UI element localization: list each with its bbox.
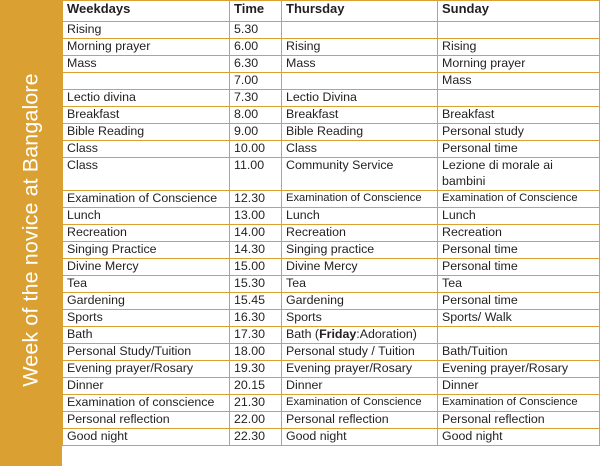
cell-sunday: Tea [438,276,600,293]
cell-time: 15.45 [230,293,282,310]
cell-time: 14.00 [230,225,282,242]
cell-thursday: Rising [282,39,438,56]
cell-thursday: Divine Mercy [282,259,438,276]
cell-weekdays: Examination of conscience [63,395,230,412]
table-row [63,124,600,141]
table-row [63,242,600,259]
cell-weekdays: Breakfast [63,107,230,124]
cell-sunday: Personal study [438,124,600,141]
cell-thursday: Personal study / Tuition [282,344,438,361]
cell-time: 17.30 [230,327,282,344]
cell-sunday: Recreation [438,225,600,242]
cell-thursday [282,22,438,39]
cell-sunday: Breakfast [438,107,600,124]
cell-sunday: Examination of Conscience [438,395,600,412]
cell-thursday: Mass [282,56,438,73]
header-weekdays: Weekdays [63,1,230,22]
cell-weekdays: Divine Mercy [63,259,230,276]
cell-weekdays: Examination of Conscience [63,191,230,208]
cell-time: 15.00 [230,259,282,276]
cell-weekdays: Class [63,158,230,191]
cell-sunday [438,90,600,107]
table-row [63,429,600,446]
cell-time: 15.30 [230,276,282,293]
cell-weekdays: Rising [63,22,230,39]
cell-thursday: Good night [282,429,438,446]
cell-sunday: Examination of Conscience [438,191,600,208]
cell-thursday: Sports [282,310,438,327]
cell-thursday: Gardening [282,293,438,310]
cell-thursday: Breakfast [282,107,438,124]
cell-time: 7.00 [230,73,282,90]
cell-thursday: Singing practice [282,242,438,259]
cell-time: 16.30 [230,310,282,327]
schedule-table [62,0,600,446]
cell-time: 9.00 [230,124,282,141]
header-row [63,1,600,22]
cell-weekdays: Gardening [63,293,230,310]
cell-weekdays: Lectio divina [63,90,230,107]
cell-weekdays: Sports [63,310,230,327]
table-row [63,395,600,412]
table-row [63,56,600,73]
cell-weekdays: Mass [63,56,230,73]
cell-sunday: Bath/Tuition [438,344,600,361]
cell-time: 7.30 [230,90,282,107]
cell-time: 12.30 [230,191,282,208]
cell-thursday: Community Service [282,158,438,191]
table-row [63,208,600,225]
cell-thursday: Examination of Conscience [282,191,438,208]
cell-thursday: Tea [282,276,438,293]
side-band [0,0,62,466]
cell-weekdays: Good night [63,429,230,446]
cell-sunday: Sports/ Walk [438,310,600,327]
cell-weekdays: Dinner [63,378,230,395]
table-row [63,310,600,327]
cell-weekdays: Evening prayer/Rosary [63,361,230,378]
cell-sunday [438,327,600,344]
cell-weekdays [63,73,230,90]
table-row [63,293,600,310]
cell-time: 18.00 [230,344,282,361]
cell-sunday: Personal time [438,141,600,158]
cell-thursday: Lunch [282,208,438,225]
cell-time: 19.30 [230,361,282,378]
cell-thursday: Dinner [282,378,438,395]
cell-sunday: Personal time [438,259,600,276]
table-row [63,90,600,107]
cell-thursday [282,327,438,344]
cell-sunday: Mass [438,73,600,90]
cell-sunday: Lezione di morale ai bambini [438,158,600,191]
cell-sunday: Personal time [438,293,600,310]
cell-sunday: Dinner [438,378,600,395]
cell-time: 21.30 [230,395,282,412]
cell-sunday: Personal reflection [438,412,600,429]
cell-time: 13.00 [230,208,282,225]
cell-time: 10.00 [230,141,282,158]
cell-thursday: Personal reflection [282,412,438,429]
table-row [63,22,600,39]
cell-sunday: Personal time [438,242,600,259]
cell-time: 5.30 [230,22,282,39]
table-row [63,344,600,361]
cell-thursday [282,73,438,90]
cell-weekdays: Class [63,141,230,158]
cell-weekdays: Morning prayer [63,39,230,56]
cell-weekdays: Personal reflection [63,412,230,429]
cell-time: 8.00 [230,107,282,124]
cell-time: 6.30 [230,56,282,73]
cell-thursday: Lectio Divina [282,90,438,107]
table-row [63,412,600,429]
cell-thursday: Recreation [282,225,438,242]
table-row [63,158,600,191]
cell-weekdays: Tea [63,276,230,293]
cell-time: 22.30 [230,429,282,446]
cell-weekdays: Bath [63,327,230,344]
table-row [63,259,600,276]
table-row [63,73,600,90]
cell-thursday: Bible Reading [282,124,438,141]
cell-sunday: Evening prayer/Rosary [438,361,600,378]
table-row [63,107,600,124]
cell-sunday [438,22,600,39]
cell-thursday: Class [282,141,438,158]
cell-thursday: Examination of Conscience [282,395,438,412]
cell-thursday-bold: Friday [319,327,357,341]
cell-weekdays: Singing Practice [63,242,230,259]
cell-sunday: Good night [438,429,600,446]
cell-weekdays: Bible Reading [63,124,230,141]
table-row [63,276,600,293]
header-sunday: Sunday [438,1,600,22]
table-row [63,191,600,208]
cell-time: 22.00 [230,412,282,429]
table-row [63,141,600,158]
table-row [63,39,600,56]
cell-thursday-part: :Adoration) [356,327,417,341]
side-title: Week of the novice at Bangalore [18,73,43,387]
table-row [63,378,600,395]
cell-thursday-part: Bath ( [286,327,320,341]
table-row [63,225,600,242]
cell-sunday: Morning prayer [438,56,600,73]
header-time: Time [230,1,282,22]
cell-sunday: Lunch [438,208,600,225]
cell-weekdays: Recreation [63,225,230,242]
cell-time: 14.30 [230,242,282,259]
cell-thursday: Evening prayer/Rosary [282,361,438,378]
cell-time: 6.00 [230,39,282,56]
cell-sunday: Rising [438,39,600,56]
cell-time: 20.15 [230,378,282,395]
table-row [63,361,600,378]
cell-time: 11.00 [230,158,282,191]
header-thursday: Thursday [282,1,438,22]
cell-weekdays: Lunch [63,208,230,225]
table-row [63,327,600,344]
cell-weekdays: Personal Study/Tuition [63,344,230,361]
